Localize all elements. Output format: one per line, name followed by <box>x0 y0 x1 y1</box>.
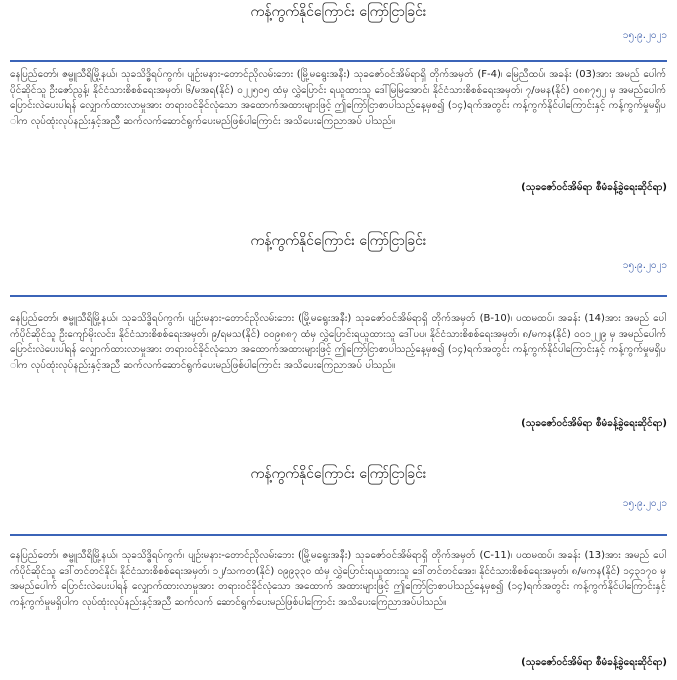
notice-divider <box>10 295 667 297</box>
notice-body: နေပြည်တော်၊ ဇမ္ဗူသီရိမြို့နယ်၊ သုခသိဒ္ဓိရပ်ကွက်၊ ပျဉ်းမနား-တောင်ညိုလမ်းဘေး (မြို့မရွေးအနီး) သုခဇော်ဝင်အိမ်ရာရှိ တိုက်အမှတ် (B-10)၊ ပထမထပ်၊ အခန်း (14)အား အမည် ပေါက်ပိုင်ဆိုင်သူ ဦးကျော်မိုးလင်း၊ နိုင်ငံသားစိစစ်ရေးအမှတ်၊ ၉/ရမသ(နိုင်) ၀၀၉၈၈၇ ထံမှ လွှဲပြောင်းရယူထားသူ ဒေါ်ပပ၊ နိုင်ငံသားစိစစ်ရေးအမှတ်၊ ၈/မကန(နိုင်) ၀၀၁၂၂၉ မှ အမည်ပေါက် ပြောင်းလဲပေးပါရန် လျှောက်ထားလာမှုအား တရားဝင်ခိုင်လုံသော အထောက်အထားများဖြင့် ဤကြော်ငြာစာပါသည့်နေ့မှစ၍ (၁၄)ရက်အတွင်း ကန့်ကွက်နိုင်ပါကြောင်းနှင့် ကန့်ကွက်မှုမရှိပါက လုပ်ထုံးလုပ်နည်းနှင့်အညီ ဆက်လက်ဆောင်ရွက်ပေးမည်ဖြစ်ပါကြောင်း အသိပေးကြေညာအပ် ပါသည်။ <box>10 313 666 371</box>
notice-divider <box>10 60 667 62</box>
notice-title: ကန့်ကွက်နိုင်ကြောင်း ကြော်ငြာခြင်း <box>250 466 427 482</box>
notice-title: ကန့်ကွက်နိုင်ကြောင်း ကြော်ငြာခြင်း <box>250 233 427 249</box>
notice-signature: (သုခဇော်ဝင်အိမ်ရာ စီမံခန့်ခွဲရေးဆိုင်ရာ) <box>521 657 667 668</box>
notice-body: နေပြည်တော်၊ ဇမ္ဗူသီရိမြို့နယ်၊ သုခသိဒ္ဓိရပ်ကွက်၊ ပျဉ်းမနား-တောင်ညိုလမ်းဘေး (မြို့မရွေးအနီး) သုခဇော်ဝင်အိမ်ရာရှိ တိုက်အမှတ် (C-11)၊ ပထမထပ်၊ အခန်း (13)အား အမည် ပေါက်ပိုင်ဆိုင်သူ ဒေါ်တင်တင်နိုင်၊ နိုင်ငံသားစိစစ်ရေးအမှတ်၊ ၁၂/သကတ(နိုင်) ၀၉၉၃၃၀ ထံမှ လွှဲပြောင်းရယူထားသူ ဒေါ်တင်တင်အေး၊ နိုင်ငံသားစိစစ်ရေးအမှတ်၊ ၈/မကန(နိုင်) ၁၄၃၁၇၀ မှ အမည်ပေါက် ပြောင်းလဲပေးပါရန် လျှောက်ထားလာမှုအား တရားဝင်ခိုင်လုံသော အထောက် အထားများဖြင့် ဤကြော်ငြာစာပါသည့်နေ့မှစ၍ (၁၄)ရက်အတွင်း ကန့်ကွက်နိုင်ပါကြောင်းနှင့် ကန့်ကွက်မှုမရှိပါက လုပ်ထုံးလုပ်နည်းနှင့်အညီ ဆက်လက် ဆောင်ရွက်ပေးမည်ဖြစ်ပါကြောင်း အသိပေးကြေညာအပ်ပါသည်။ <box>10 550 666 608</box>
notice-date: ၁၅.၉.၂၀၂၁ <box>622 260 667 271</box>
notice-date: ၁၅.၉.၂၀၂၁ <box>622 498 667 509</box>
notice-date: ၁၅.၉.၂၀၂၁ <box>622 30 667 41</box>
notice-signature: (သုခဇော်ဝင်အိမ်ရာ စီမံခန့်ခွဲရေးဆိုင်ရာ) <box>521 182 667 193</box>
notice-divider <box>10 534 667 536</box>
notice-signature: (သုခဇော်ဝင်အိမ်ရာ စီမံခန့်ခွဲရေးဆိုင်ရာ) <box>521 418 667 429</box>
notice-body: နေပြည်တော်၊ ဇမ္ဗူသီရိမြို့နယ်၊ သုခသိဒ္ဓိရပ်ကွက်၊ ပျဉ်းမနား-တောင်ညိုလမ်းဘေး (မြို့မရွေးအနီး) သုခဇော်ဝင်အိမ်ရာရှိ တိုက်အမှတ် (F-4)၊ မြေညီထပ်၊ အခန်း (03)အား အမည် ပေါက်ပိုင်ဆိုင်သူ ဦးဇော်ညွန့်၊ နိုင်ငံသားစိစစ်ရေးအမှတ်၊ ၆/မအရ(နိုင်) ၀၂၂၅၀၅ ထံမှ လွှဲပြောင်း ရယူထားသူ ဒေါ်မြမြအောင်၊ နိုင်ငံသားစိစစ်ရေးအမှတ်၊ ၇/ဖမန(နိုင်) ၀၈၈၇၅၂ မှ အမည်ပေါက် ပြောင်းလဲပေးပါရန် လျှောက်ထားလာမှုအား တရားဝင်ခိုင်လုံသော အထောက်အထားများဖြင့် ဤကြော်ငြာစာပါသည့်နေ့မှစ၍ (၁၄)ရက်အတွင်း ကန့်ကွက်နိုင်ပါကြောင်းနှင့် ကန့်ကွက်မှုမရှိပါက လုပ်ထုံးလုပ်နည်းနှင့်အညီ ဆက်လက်ဆောင်ရွက်ပေးမည်ဖြစ်ပါကြောင်း အသိပေးကြေညာအပ် ပါသည်။ <box>10 69 666 127</box>
notice-title: ကန့်ကွက်နိုင်ကြောင်း ကြော်ငြာခြင်း <box>250 4 427 20</box>
